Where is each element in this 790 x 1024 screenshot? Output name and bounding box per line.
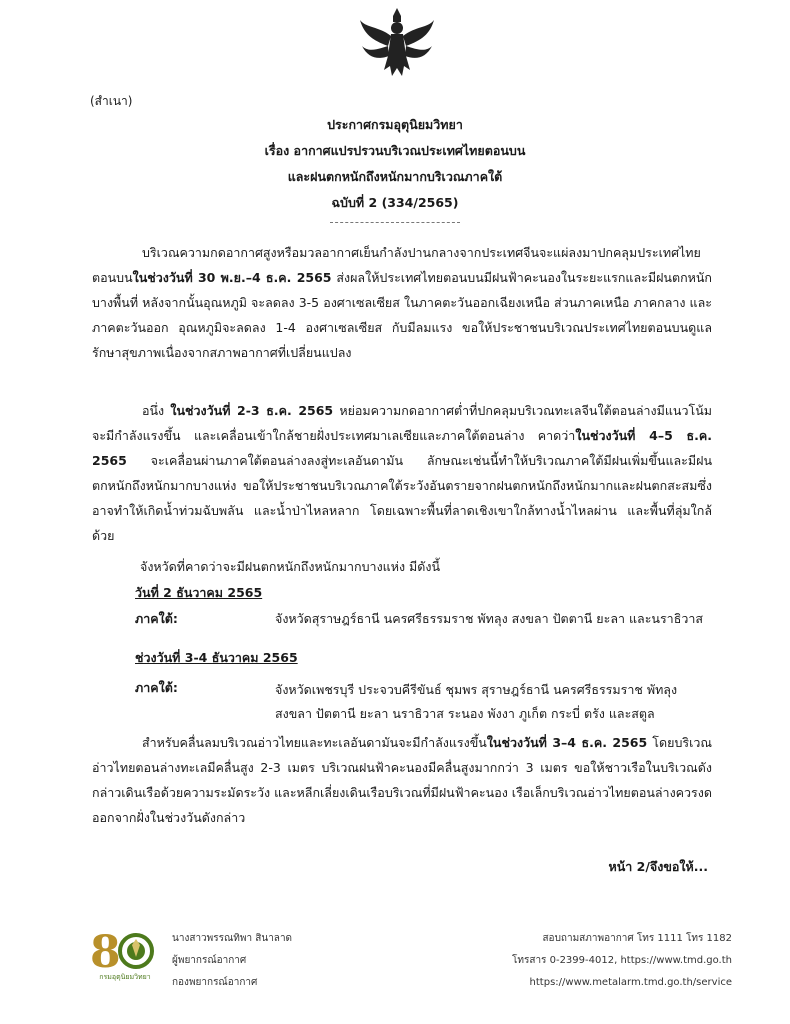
contact-fax-website: โทรสาร 0-2399-4012, https://www.tmd.go.th xyxy=(512,955,732,966)
schedule-day2-region: ภาคใต้: xyxy=(135,680,178,695)
paragraph-2-text-c: หย่อมความกดอากาศต่ำที่ปกคลุมบริเวณทะเลจีนใต้ตอนล่างมีแนวโน้มจะมีกำลังแรงขึ้น และเคลื่อนเข้าใกล้ชายฝั่งประเทศมาเลเซียและภาคใต้ตอนล่าง คาดว่า xyxy=(92,403,712,443)
header-line-4: ฉบับที่ 2 (334/2565) xyxy=(331,195,459,210)
schedule-day1-heading: วันที่ 2 ธันวาคม 2565 xyxy=(135,585,263,600)
paragraph-3-date: ในช่วงวันที่ 3–4 ธ.ค. 2565 xyxy=(486,735,648,750)
signer-division: กองพยากรณ์อากาศ xyxy=(172,977,258,988)
paragraph-2 xyxy=(92,398,712,548)
paragraph-1-text-a: บริเวณความกดอากาศสูงหรือมวลอากาศเย็นกำลังปานกลางจากประเทศจีนจะแผ่ลงมาปกคลุมประเทศไทยตอนบน xyxy=(92,245,701,285)
signer-title: ผู้พยากรณ์อากาศ xyxy=(172,955,247,966)
schedule-day1-provinces: จังหวัดสุราษฎร์ธานี นครศรีธรรมราช พัทลุง สงขลา ปัตตานี ยะลา และนราธิวาส xyxy=(275,611,703,626)
paragraph-1-date: ในช่วงวันที่ 30 พ.ย.–4 ธ.ค. 2565 xyxy=(132,270,332,285)
logo-caption: กรมอุตุนิยมวิทยา xyxy=(99,973,151,981)
paragraph-1-text-c: ส่งผลให้ประเทศไทยตอนบนมีฝนฟ้าคะนองในระยะแรกและมีฝนตกหนักบางพื้นที่ หลังจากนั้นอุณหภูมิ จะลดลง 3-5 องศาเซลเซียส ในภาคตะวันออกเฉียงเหนือ ส่วนภาคเหนือ ภาคกลาง และภาคตะวันออก อุณหภูมิจะลดลง 1-4 องศาเซลเซียส กับมีลมแรง ขอให้ประชาชนบริเวณประเทศไทยตอนบนดูแลรักษาสุขภาพเนื่องจากสภาพอากาศที่เปลี่ยนแปลง xyxy=(92,270,712,360)
signature-block xyxy=(172,928,292,994)
header-line-3: และฝนตกหนักถึงหนักมากบริเวณภาคใต้ xyxy=(287,169,503,184)
paragraph-1 xyxy=(92,240,712,365)
paragraph-2-date-1: ในช่วงวันที่ 2-3 ธ.ค. 2565 xyxy=(170,403,334,418)
copy-note: (สำเนา) xyxy=(90,94,133,108)
schedule-day2-provinces: จังหวัดเพชรบุรี ประจวบคีรีขันธ์ ชุมพร สุราษฎร์ธานี นครศรีธรรมราช พัทลุง สงขลา ปัตตานี ยะลา นราธิวาส ระนอง พังงา ภูเก็ต กระบี่ ตรัง และสตูล xyxy=(275,682,678,721)
contact-block xyxy=(512,928,732,994)
svg-text:8: 8 xyxy=(90,927,121,978)
paragraph-2-text-e: จะเคลื่อนผ่านภาคใต้ตอนล่างลงสู่ทะเลอันดามัน ลักษณะเช่นนี้ทำให้บริเวณภาคใต้มีฝนเพิ่มขึ้นและมีฝนตกหนักถึงหนักมากบางแห่ง ขอให้ประชาชนบริเวณภาคใต้ระวังอันตรายจากฝนตกหนักถึงหนักมากและฝนตกสะสมซึ่งอาจทำให้เกิดน้ำท่วมฉับพลัน และน้ำป่าไหลหลาก โดยเฉพาะพื้นที่ลาดเชิงเขาใกล้ทางน้ำไหลผ่าน และพื้นที่ลุ่มใกล้ด้วย xyxy=(92,453,712,543)
header-divider xyxy=(330,222,460,223)
schedule-intro: จังหวัดที่คาดว่าจะมีฝนตกหนักถึงหนักมากบางแห่ง มีดังนี้ xyxy=(140,559,441,574)
schedule-day1-region: ภาคใต้: xyxy=(135,611,178,626)
schedule-day2-heading: ช่วงวันที่ 3-4 ธันวาคม 2565 xyxy=(135,650,298,665)
paragraph-2-text-a: อนึ่ง xyxy=(142,403,171,418)
paragraph-3 xyxy=(92,730,712,830)
next-page-note: หน้า 2/จึงขอให้... xyxy=(608,859,708,874)
paragraph-3-text-c: โดยบริเวณอ่าวไทยตอนล่างทะเลมีคลื่นสูง 2-3 เมตร บริเวณฝนฟ้าคะนองมีคลื่นสูงมากกว่า 3 เมตร ขอให้ชาวเรือในบริเวณดังกล่าวเดินเรือด้วยความระมัดระวัง และหลีกเลี่ยงเดินเรือบริเวณที่มีฝนฟ้าคะนอง เรือเล็กบริเวณอ่าวไทยตอนล่างควรงดออกจากฝั่งในช่วงวันดังกล่าว xyxy=(92,735,712,825)
paragraph-2-date-2: ในช่วงวันที่ 4–5 ธ.ค. 2565 xyxy=(92,428,712,468)
contact-service-link[interactable]: https://www.metalarm.tmd.go.th/service xyxy=(529,977,732,988)
contact-phone: สอบถามสภาพอากาศ โทร 1111 โทร 1182 xyxy=(542,933,732,944)
garuda-emblem-icon xyxy=(358,6,436,80)
header-line-1: ประกาศกรมอุตุนิยมวิทยา xyxy=(327,117,463,132)
header-line-2: เรื่อง อากาศแปรปรวนบริเวณประเทศไทยตอนบน xyxy=(264,143,526,158)
announcement-header xyxy=(0,112,790,216)
paragraph-3-text-a: สำหรับคลื่นลมบริเวณอ่าวไทยและทะเลอันดามันจะมีกำลังแรงขึ้น xyxy=(142,735,487,750)
signer-name: นางสาวพรรณทิพา สินาลาด xyxy=(172,933,293,944)
